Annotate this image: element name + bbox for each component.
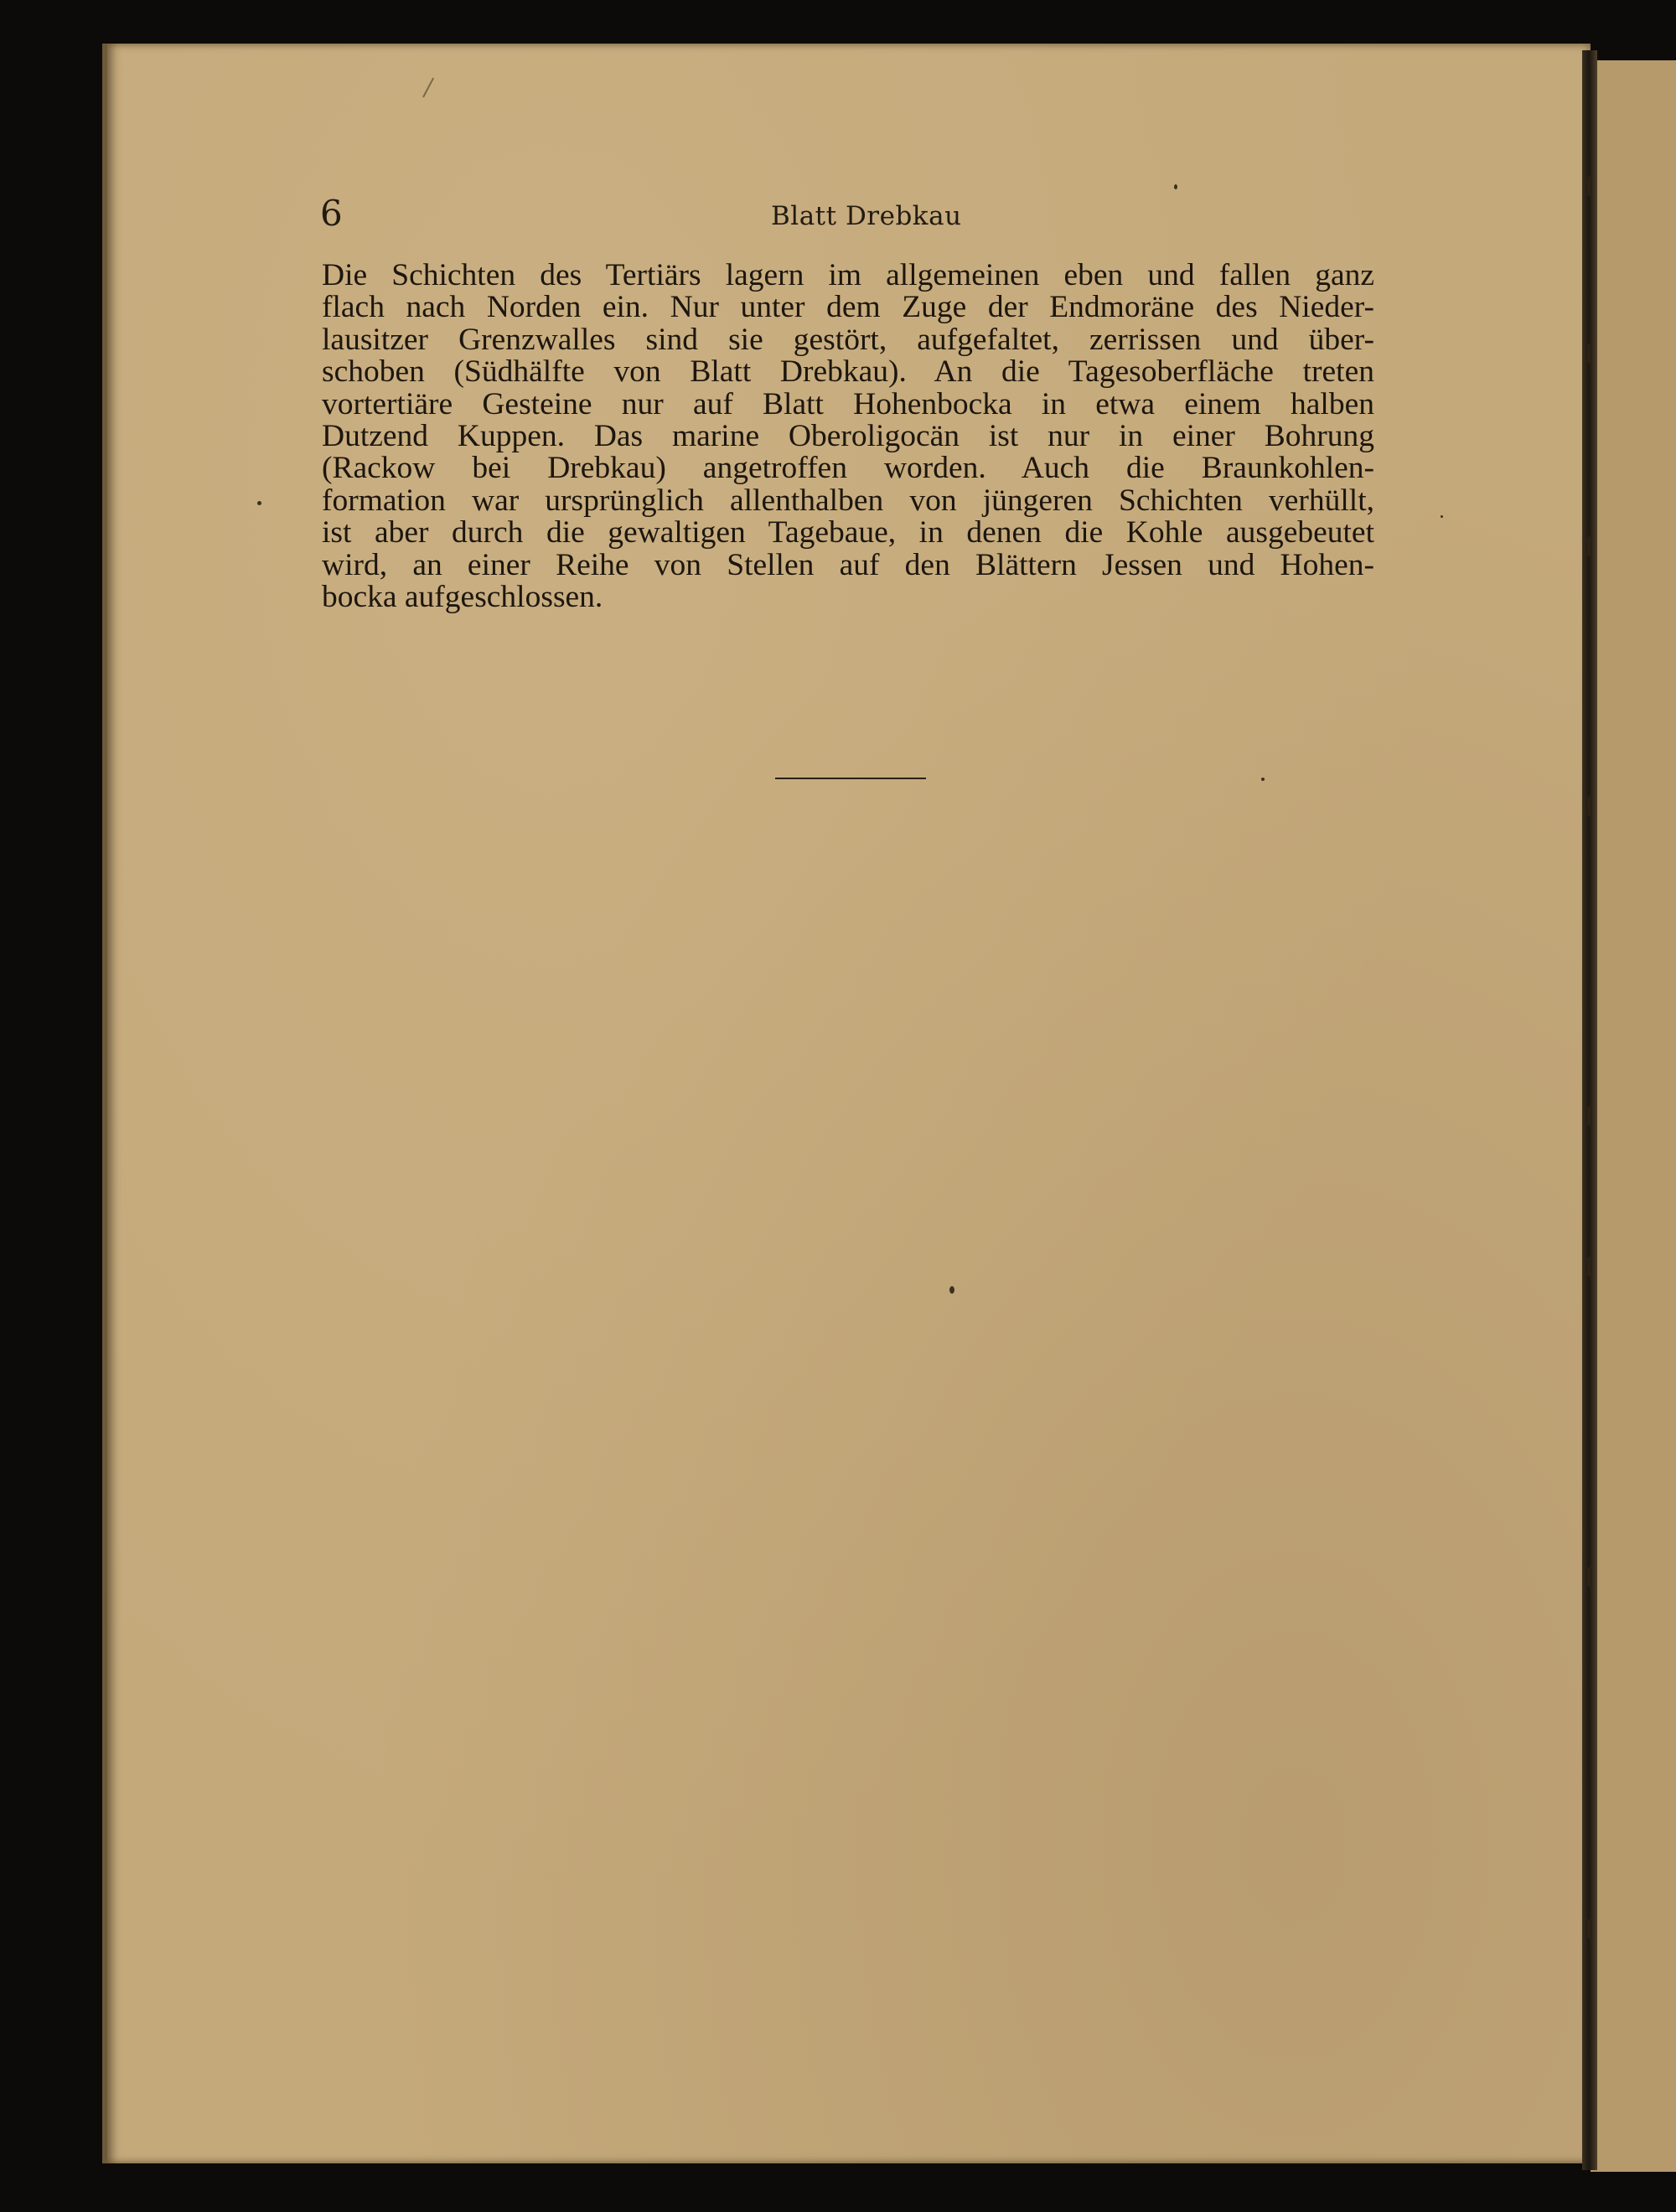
text-line: bocka aufgeschlossen.	[322, 580, 603, 615]
text-line: formation war ursprünglich allenthalben von jüngeren Schichten verhüllt,	[322, 483, 1374, 518]
text-line: Dutzend Kuppen. Das marine Oberoligocän ist nur in einer Bohrung	[322, 419, 1374, 454]
body-paragraph	[322, 260, 1374, 613]
binding-stitch	[1587, 1919, 1592, 1939]
binding-stitch	[1587, 1257, 1592, 1277]
paper-speck	[257, 501, 261, 505]
paper-speck	[1174, 184, 1177, 189]
text-line: lausitzer Grenzwalles sind sie gestört, aufgefaltet, zerrissen und über-	[322, 322, 1374, 357]
facing-page-edge	[1591, 60, 1676, 2172]
section-end-rule	[775, 778, 926, 779]
text-line: Die Schichten des Tertiärs lagern im allgemeinen eben und fallen ganz	[322, 258, 1374, 292]
running-head	[0, 189, 1676, 240]
binding-stitch	[1587, 536, 1592, 556]
text-line: (Rackow bei Drebkau) angetroffen worden. Auch die Braunkohlen-	[322, 451, 1374, 486]
paper-speck	[949, 1286, 954, 1294]
binding-stitch	[1587, 796, 1592, 816]
text-line: wird, an einer Reihe von Stellen auf den Blättern Jessen und Hohen-	[322, 547, 1374, 582]
text-line: ist aber durch die gewaltigen Tagebaue, in denen die Kohle ausgebeutet	[322, 515, 1374, 550]
binding-stitch	[1587, 344, 1592, 364]
binding-stitch	[1587, 1106, 1592, 1126]
text-line: vortertiäre Gesteine nur auf Blatt Hohenbocka in etwa einem halben	[322, 386, 1374, 421]
page-number: 6	[320, 193, 343, 234]
text-line: flach nach Norden ein. Nur unter dem Zuge der Endmoräne des Nieder-	[322, 290, 1374, 325]
text-line: schoben (Südhälfte von Blatt Drebkau). An die Tagesoberfläche treten	[322, 354, 1374, 390]
paper-speck	[1261, 778, 1265, 781]
paper-speck	[1441, 515, 1443, 518]
page-header-title: Blatt Drebkau	[771, 201, 962, 231]
binding-stitch	[1587, 1567, 1592, 1587]
